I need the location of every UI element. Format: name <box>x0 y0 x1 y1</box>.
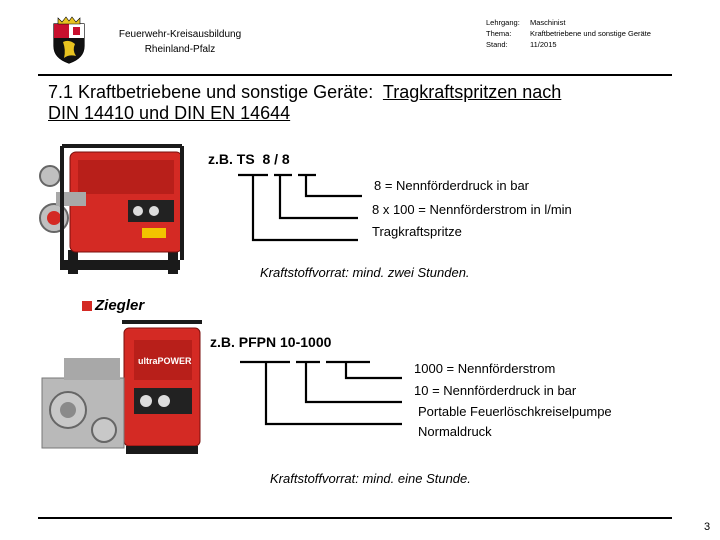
page-number: 3 <box>704 521 711 533</box>
pfpn-machine-label: ultraPOWER <box>138 356 192 366</box>
course-meta: Lehrgang: Maschinist Thema: Kraftbetriebene und sonstige Geräte Stand: 11/2015 <box>486 18 651 49</box>
ts-explanation-2: 8 x 100 = Nennförderstrom in l/min <box>372 202 572 217</box>
pfpn-explanation-3: Portable Feuerlöschkreiselpumpe <box>418 404 612 419</box>
ts-explanation-3: Tragkraftspritze <box>372 224 462 239</box>
ts-explanation-1: 8 = Nennförderdruck in bar <box>374 178 530 193</box>
organization-name: Feuerwehr-Kreisausbildung Rheinland-Pfalz <box>118 29 242 55</box>
pfpn-explanation-1: 1000 = Nennförderstrom <box>414 361 556 376</box>
pfpn-explanation-4: Normaldruck <box>418 424 492 439</box>
ziegler-brand-label: Ziegler <box>82 297 144 314</box>
pfpn-fuel-note: Kraftstoffvorrat: mind. eine Stunde. <box>270 471 471 486</box>
ts-fuel-note: Kraftstoffvorrat: mind. zwei Stunden. <box>260 265 470 280</box>
page-title: 7.1 Kraftbetriebene und sonstige Geräte: Tragkraftspritzen nach DIN 14410 und DIN EN 14644 <box>48 82 562 123</box>
pfpn-explanation-2: 10 = Nennförderdruck in bar <box>414 383 577 398</box>
pfpn-model-label: z.B. PFPN 10-1000 <box>210 334 332 350</box>
footer-divider <box>38 517 672 519</box>
ts-model-label: z.B. TS 8 / 8 <box>208 151 290 167</box>
